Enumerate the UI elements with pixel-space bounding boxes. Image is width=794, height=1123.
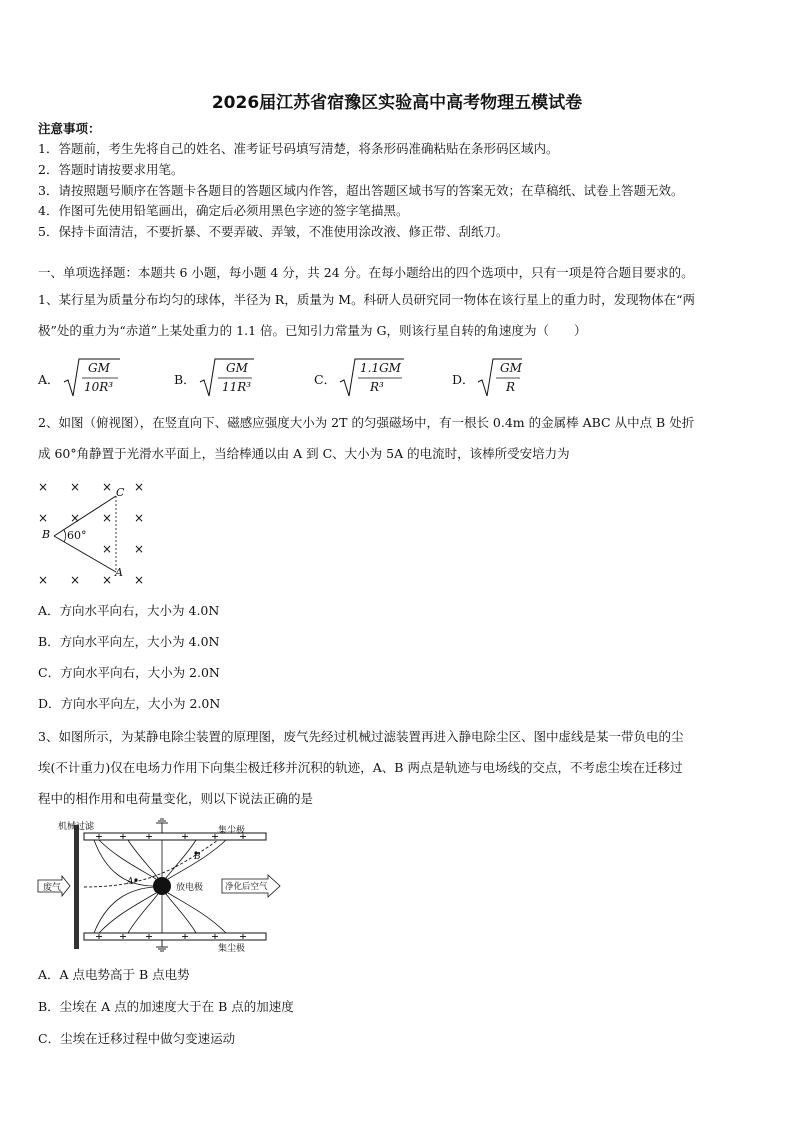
field-cross: × [102,542,113,556]
field-cross: × [70,511,81,525]
field-cross: × [102,573,113,587]
notice-item-4: 4．作图可先使用铅笔画出，确定后必须用黑色字迹的签字笔描黑。 [38,203,409,218]
angle-label: 60° [67,529,87,542]
q1-line-2: 极”处的重力为“赤道”上某处重力的 1.1 倍。已知引力常量为 G，则该行星自转的角速度为（ ） [38,323,587,338]
q1-option-d-label: D． [452,372,475,387]
notice-item-3: 3．请按照题号顺序在答题卡各题目的答题区域内作答，超出答题区域书写的答案无效；在草稿纸、试卷上答题无效。 [38,183,684,198]
q1-option-a-den: 10R³ [84,380,114,394]
q1-option-c-den: R³ [370,380,384,394]
q2-line-2: 成 60°角静置于光滑水平面上，当给棒通以由 A 到 C、大小为 5A 的电流时，该棒所受安培力为 [38,446,570,461]
q2-option-d[interactable]: D．方向水平向左，大小为 2.0N [38,696,221,711]
notice-heading: 注意事项： [38,121,101,136]
q2-option-a[interactable]: A．方向水平向右，大小为 4.0N [38,603,220,618]
point-b-label: B [194,852,201,862]
q1-option-b-den: 11R³ [222,380,252,394]
notice-item-2: 2．答题时请按要求用笔。 [38,162,184,177]
q1-option-b-num: GM [226,361,248,375]
field-cross: × [102,480,113,494]
field-cross: × [38,573,49,587]
q3-line-3: 程中的相作用和电荷量变化，则以下说法正确的是 [38,791,314,806]
collector-top-label: 集尘极 [218,826,246,836]
filter-label: 机械过滤 [58,822,95,832]
field-cross: × [134,511,145,525]
electrode-label: 放电极 [176,883,204,893]
q1-option-a-label: A． [38,372,60,387]
q1-option-a-num: GM [88,361,110,375]
q3-option-a[interactable]: A．A 点电势高于 B 点电势 [38,967,190,982]
label-a: A [115,566,123,579]
collector-bottom-label: 集尘极 [218,944,246,954]
notice-item-5: 5．保持卡面清洁，不要折暴、不要弄破、弄皱，不准使用涂改液、修正带、刮纸刀。 [38,224,509,239]
bent-rod-diagram [36,478,156,588]
notice-item-1: 1．答题前，考生先将自己的姓名、准考证号码填写清楚，将条形码准确粘贴在条形码区域内。 [38,141,559,156]
q3-figure [36,817,286,955]
field-cross: × [70,480,81,494]
q3-line-1: 3、如图所示，为某静电除尘装置的原理图，废气先经过机械过滤装置再进入静电除尘区、图中虚线是某一带负电的尘 [38,729,684,744]
field-cross: × [134,542,145,556]
q3-option-b[interactable]: B．尘埃在 A 点的加速度大于在 B 点的加速度 [38,999,294,1014]
field-cross: × [134,480,145,494]
q2-option-c[interactable]: C．方向水平向右，大小为 2.0N [38,665,220,680]
q2-line-1: 2、如图（俯视图），在竖直向下、磁感应强度大小为 2T 的匀强磁场中，有一根长 0.4m 的金属棒 ABC 从中点 B 处折 [38,415,695,430]
field-cross: × [70,573,81,587]
q1-option-d-num: GM [500,361,522,375]
field-cross: × [134,573,145,587]
q1-line-1: 1、某行星为质量分布均匀的球体，半径为 R，质量为 M。科研人员研究同一物体在该行星上的重力时，发现物体在“两 [38,292,696,307]
field-cross: × [38,480,49,494]
q1-option-c-num: 1.1GM [360,361,401,375]
field-cross: × [38,511,49,525]
clean-air-label: 净化后空气 [225,882,268,892]
q3-line-2: 埃(不计重力)仅在电场力作用下向集尘极迁移并沉积的轨迹，A、B 两点是轨迹与电场线的交点，不考虑尘埃在迁移过 [38,760,683,775]
label-c: C [116,486,125,499]
q1-option-b-label: B． [174,372,196,387]
q2-option-b[interactable]: B．方向水平向左，大小为 4.0N [38,634,220,649]
field-cross: × [102,511,113,525]
q2-figure [36,478,156,588]
q3-option-c[interactable]: C．尘埃在迁移过程中做匀变速运动 [38,1031,236,1046]
q1-option-c-label: C． [314,372,337,387]
section-heading: 一、单项选择题：本题共 6 小题，每小题 4 分，共 24 分。在每小题给出的四个选项中，只有一项是符合题目要求的。 [38,265,694,280]
point-a-label: A [127,877,134,887]
exhaust-label: 废气 [43,883,62,893]
q1-option-d-den: R [506,380,516,394]
label-b: B [42,528,51,541]
page-title: 2026届江苏省宿豫区实验高中高考物理五模试卷 [211,93,583,113]
